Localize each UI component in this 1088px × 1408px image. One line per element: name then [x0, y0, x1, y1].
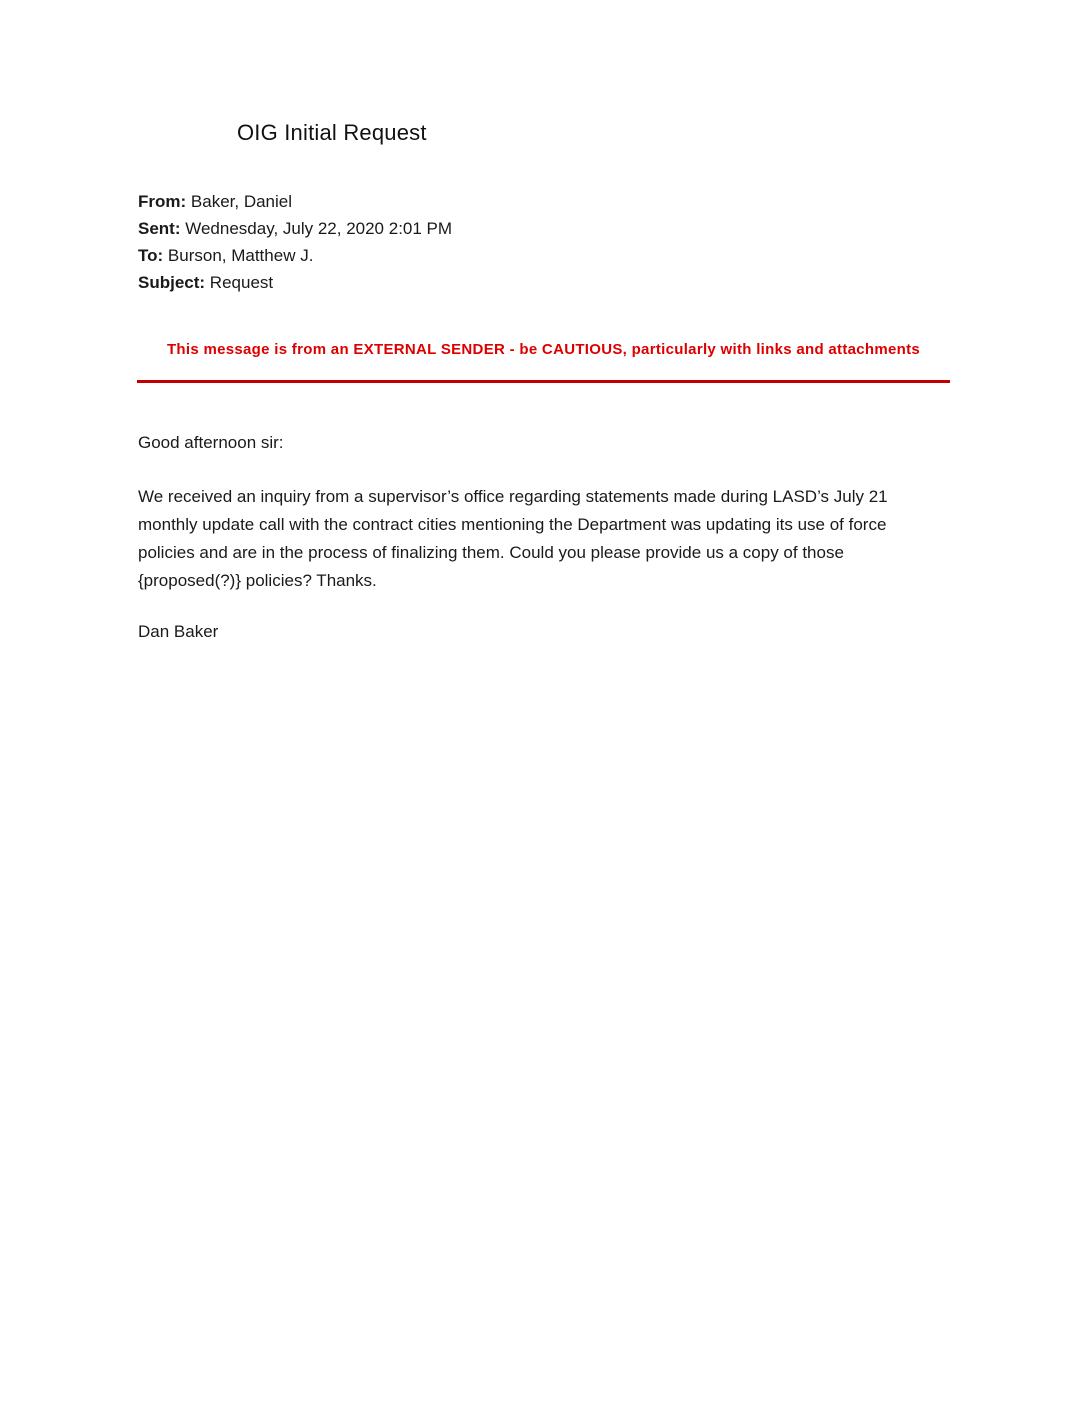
external-sender-warning: This message is from an EXTERNAL SENDER - be CAUTIOUS, particularly with links and attachments	[166, 341, 921, 358]
document-title: OIG Initial Request	[237, 120, 427, 145]
warning-divider-line	[137, 380, 950, 383]
from-label: From:	[138, 192, 187, 211]
header-row-subject	[138, 269, 452, 296]
to-label: To:	[138, 246, 164, 265]
body-paragraph: We received an inquiry from a supervisor’s office regarding statements made during LASD’s July 21 monthly update call with the contract cities mentioning the Department was updating its use of force policies and are in the process of finalizing them. Could you please provide us a copy of those {proposed(?)} policies? Thanks.	[138, 487, 888, 590]
subject-label: Subject:	[138, 273, 206, 292]
subject-value: Request	[209, 273, 274, 292]
body-greeting: Good afternoon sir:	[138, 433, 284, 452]
sent-value: Wednesday, July 22, 2020 2:01 PM	[185, 219, 453, 238]
body-signature: Dan Baker	[138, 622, 219, 641]
header-row-from	[138, 188, 452, 215]
to-value: Burson, Matthew J.	[167, 246, 314, 265]
header-row-to	[138, 242, 452, 269]
sent-label: Sent:	[138, 219, 181, 238]
email-header-block	[138, 188, 452, 296]
header-row-sent	[138, 215, 452, 242]
from-value: Baker, Daniel	[190, 192, 293, 211]
